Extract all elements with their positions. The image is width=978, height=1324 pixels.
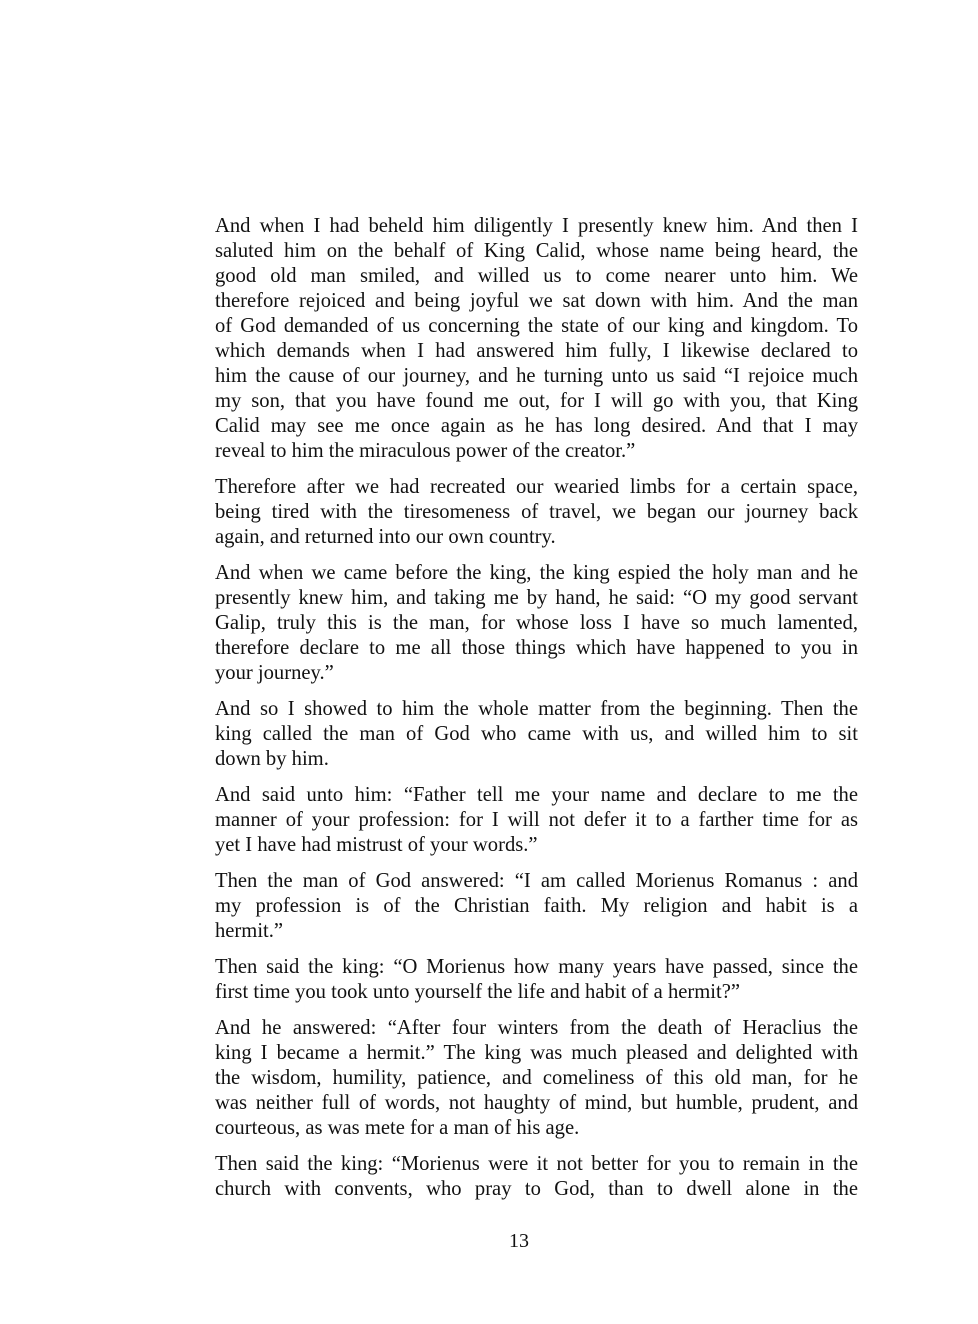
page-number: 13 [509, 1230, 529, 1252]
text-line: And when we came before the king, the king espied the holy man and he [215, 562, 858, 584]
text-line: was neither full of words, not haughty of mind, but humble, prudent, and [215, 1092, 858, 1114]
text-line: Then said the king: “O Morienus how many years have passed, since the [215, 956, 858, 978]
paragraph [215, 561, 858, 686]
text-line: And he answered: “After four winters from the death of Heraclius the [215, 1017, 858, 1039]
paragraph [215, 1152, 858, 1202]
paragraph [215, 783, 858, 858]
page-body [215, 214, 858, 1213]
text-line: my profession is of the Christian faith. My religion and habit is a [215, 895, 858, 917]
text-line: king I became a hermit.” The king was much pleased and delighted with [215, 1042, 858, 1064]
text-line: king called the man of God who came with us, and willed him to sit [215, 723, 858, 745]
text-line: manner of your profession: for I will not defer it to a farther time for as [215, 809, 858, 831]
text-line: reveal to him the miraculous power of the creator.” [215, 440, 636, 462]
text-line: being tired with the tiresomeness of travel, we began our journey back [215, 501, 858, 523]
text-line: down by him. [215, 748, 329, 770]
text-line: presently knew him, and taking me by hand, he said: “O my good servant [215, 587, 858, 609]
paragraph [215, 475, 858, 550]
text-line: courteous, as was mete for a man of his age. [215, 1117, 580, 1139]
paragraph [215, 869, 858, 944]
text-line: therefore declare to me all those things which have happened to you in [215, 637, 858, 659]
text-line: Then the man of God answered: “I am called Morienus Romanus : and [215, 870, 858, 892]
text-line: Calid may see me once again as he has long desired. And that I may [215, 415, 858, 437]
text-line: Therefore after we had recreated our wearied limbs for a certain space, [215, 476, 858, 498]
text-line: my son, that you have found me out, for I will go with you, that King [215, 390, 858, 412]
text-line: Then said the king: “Morienus were it not better for you to remain in the [215, 1153, 858, 1175]
text-line: saluted him on the behalf of King Calid, whose name being heard, the [215, 240, 858, 262]
text-line: And when I had beheld him diligently I presently knew him. And then I [215, 215, 858, 237]
text-line: yet I have had mistrust of your words.” [215, 834, 538, 856]
text-line: your journey.” [215, 662, 334, 684]
text-line: And said unto him: “Father tell me your name and declare to me the [215, 784, 858, 806]
text-line: of God demanded of us concerning the state of our king and kingdom. To [215, 315, 858, 337]
paragraph [215, 214, 858, 464]
text-line: church with convents, who pray to God, than to dwell alone in the [215, 1178, 858, 1200]
text-line: Galip, truly this is the man, for whose loss I have so much lamented, [215, 612, 858, 634]
text-line: again, and returned into our own country. [215, 526, 556, 548]
paragraph [215, 697, 858, 772]
text-line: good old man smiled, and willed us to come nearer unto him. We [215, 265, 858, 287]
text-line: him the cause of our journey, and he turning unto us said “I rejoice much [215, 365, 858, 387]
text-line: which demands when I had answered him fully, I likewise declared to [215, 340, 858, 362]
text-line: first time you took unto yourself the life and habit of a hermit?” [215, 981, 740, 1003]
text-line: And so I showed to him the whole matter from the beginning. Then the [215, 698, 858, 720]
paragraph [215, 1016, 858, 1141]
text-line: hermit.” [215, 920, 284, 942]
text-line: therefore rejoiced and being joyful we sat down with him. And the man [215, 290, 858, 312]
paragraph [215, 955, 858, 1005]
text-line: the wisdom, humility, patience, and comeliness of this old man, for he [215, 1067, 858, 1089]
